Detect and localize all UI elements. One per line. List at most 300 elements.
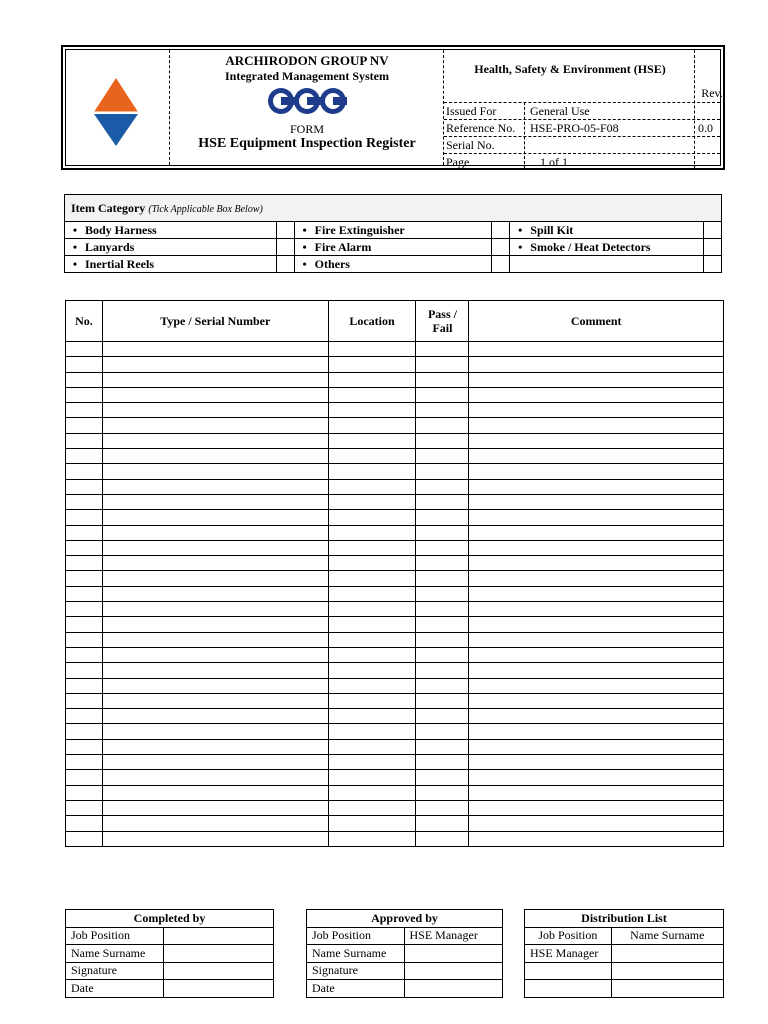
table-row [66, 479, 724, 494]
tick-box[interactable] [492, 256, 510, 273]
issued-for-value: General Use [530, 104, 590, 118]
location-cell[interactable] [328, 540, 416, 555]
category-item-label: Inertial Reels [85, 256, 154, 271]
table-row [66, 433, 724, 448]
type-cell[interactable] [102, 449, 328, 464]
location-cell[interactable] [328, 342, 416, 357]
passfail-cell[interactable] [416, 678, 469, 693]
item-category-table [64, 194, 722, 273]
passfail-cell[interactable] [416, 342, 469, 357]
passfail-cell[interactable] [416, 556, 469, 571]
passfail-cell[interactable] [416, 433, 469, 448]
item-category-title: Item Category [71, 200, 146, 215]
signoff-row [307, 927, 503, 945]
col-type-header: Type / Serial Number [102, 301, 328, 342]
passfail-cell[interactable] [416, 418, 469, 433]
type-cell[interactable] [102, 433, 328, 448]
signoff-row [525, 945, 724, 963]
no-cell[interactable] [66, 342, 103, 357]
signoff-row [66, 927, 274, 945]
comment-cell[interactable] [469, 418, 724, 433]
location-cell[interactable] [328, 510, 416, 525]
passfail-cell[interactable] [416, 494, 469, 509]
distribution-list-title: Distribution List [525, 910, 724, 928]
no-cell[interactable] [66, 816, 103, 831]
tick-box[interactable] [276, 256, 294, 273]
field-value[interactable]: HSE Manager [404, 927, 502, 945]
field-value[interactable] [611, 945, 723, 963]
bullet-icon: • [302, 222, 307, 237]
comment-cell[interactable] [469, 785, 724, 800]
table-row [66, 586, 724, 601]
comment-cell[interactable] [469, 816, 724, 831]
type-cell[interactable] [102, 693, 328, 708]
table-row [66, 556, 724, 571]
passfail-cell[interactable] [416, 479, 469, 494]
location-cell[interactable] [328, 816, 416, 831]
type-cell[interactable] [102, 464, 328, 479]
distribution-list-table [524, 909, 724, 998]
comment-cell[interactable] [469, 510, 724, 525]
field-value[interactable] [611, 980, 723, 998]
no-cell[interactable] [66, 739, 103, 754]
category-item-label: Body Harness [85, 222, 157, 237]
type-cell[interactable] [102, 632, 328, 647]
type-cell[interactable] [102, 755, 328, 770]
type-cell[interactable] [102, 525, 328, 540]
type-cell[interactable] [102, 403, 328, 418]
location-cell[interactable] [328, 556, 416, 571]
no-cell[interactable] [66, 494, 103, 509]
table-row [66, 724, 724, 739]
comment-cell[interactable] [469, 556, 724, 571]
field-label [525, 980, 612, 998]
approved-by-title: Approved by [307, 910, 503, 928]
location-cell[interactable] [328, 387, 416, 402]
signoff-row [66, 945, 274, 963]
table-row [66, 525, 724, 540]
rev-label: Rev. [701, 86, 723, 100]
comment-cell[interactable] [469, 709, 724, 724]
no-cell[interactable] [66, 571, 103, 586]
issued-for-label: Issued For [446, 104, 497, 118]
comment-cell[interactable] [469, 678, 724, 693]
no-cell[interactable] [66, 709, 103, 724]
table-row [66, 510, 724, 525]
passfail-cell[interactable] [416, 525, 469, 540]
passfail-cell[interactable] [416, 663, 469, 678]
category-item-label: Fire Extinguisher [314, 222, 405, 237]
table-row [66, 739, 724, 754]
table-row [66, 617, 724, 632]
table-row [66, 387, 724, 402]
reference-value: HSE-PRO-05-F08 [530, 121, 619, 135]
type-cell[interactable] [102, 617, 328, 632]
field-label: Name Surname [66, 945, 164, 963]
divider [694, 50, 695, 169]
location-cell[interactable] [328, 494, 416, 509]
comment-cell[interactable] [469, 357, 724, 372]
field-value[interactable] [611, 962, 723, 980]
passfail-cell[interactable] [416, 770, 469, 785]
comment-cell[interactable] [469, 571, 724, 586]
location-cell[interactable] [328, 709, 416, 724]
passfail-cell[interactable] [416, 785, 469, 800]
no-cell[interactable] [66, 372, 103, 387]
passfail-cell[interactable] [416, 816, 469, 831]
company-name: ARCHIRODON GROUP NV [225, 53, 389, 68]
form-label: FORM [289, 122, 324, 136]
type-cell[interactable] [102, 709, 328, 724]
category-item [510, 239, 704, 256]
category-item-label: Lanyards [85, 239, 135, 254]
category-row [65, 222, 722, 239]
type-cell[interactable] [102, 663, 328, 678]
passfail-cell[interactable] [416, 372, 469, 387]
no-cell[interactable] [66, 556, 103, 571]
field-label: Date [66, 980, 164, 998]
comment-cell[interactable] [469, 403, 724, 418]
comment-cell[interactable] [469, 755, 724, 770]
no-cell[interactable] [66, 525, 103, 540]
no-cell[interactable] [66, 464, 103, 479]
field-label: Job Position [307, 927, 405, 945]
tick-box[interactable] [492, 239, 510, 256]
col-no-header: No. [66, 301, 103, 342]
completed-by-title: Completed by [66, 910, 274, 928]
type-cell[interactable] [102, 724, 328, 739]
passfail-cell[interactable] [416, 831, 469, 846]
passfail-cell[interactable] [416, 755, 469, 770]
table-row [66, 647, 724, 662]
no-cell[interactable] [66, 433, 103, 448]
category-item [65, 256, 277, 273]
category-item-label: Smoke / Heat Detectors [530, 239, 651, 254]
comment-cell[interactable] [469, 617, 724, 632]
location-cell[interactable] [328, 403, 416, 418]
passfail-cell[interactable] [416, 800, 469, 815]
no-cell[interactable] [66, 663, 103, 678]
location-cell[interactable] [328, 632, 416, 647]
signoff-row [307, 962, 503, 980]
approved-by-table [306, 909, 503, 998]
item-category-caption [65, 195, 722, 222]
tick-box[interactable] [276, 222, 294, 239]
location-cell[interactable] [328, 800, 416, 815]
item-category-hint: (Tick Applicable Box Below) [148, 203, 263, 215]
table-row [66, 342, 724, 357]
passfail-cell[interactable] [416, 586, 469, 601]
no-cell[interactable] [66, 357, 103, 372]
no-cell[interactable] [66, 785, 103, 800]
tick-box[interactable] [703, 222, 721, 239]
field-value[interactable] [163, 945, 273, 963]
tick-box[interactable] [703, 256, 721, 273]
comment-cell[interactable] [469, 387, 724, 402]
no-cell[interactable] [66, 387, 103, 402]
comment-cell[interactable] [469, 770, 724, 785]
type-cell[interactable] [102, 831, 328, 846]
col-location-header: Location [328, 301, 416, 342]
type-cell[interactable] [102, 678, 328, 693]
field-value[interactable] [404, 962, 502, 980]
field-value[interactable] [404, 945, 502, 963]
type-cell[interactable] [102, 540, 328, 555]
category-item [294, 256, 492, 273]
passfail-cell[interactable] [416, 647, 469, 662]
passfail-cell[interactable] [416, 709, 469, 724]
type-cell[interactable] [102, 418, 328, 433]
location-cell[interactable] [328, 693, 416, 708]
location-cell[interactable] [328, 464, 416, 479]
table-row [66, 540, 724, 555]
type-cell[interactable] [102, 739, 328, 754]
signoff-row [66, 980, 274, 998]
type-cell[interactable] [102, 494, 328, 509]
table-row [66, 602, 724, 617]
location-cell[interactable] [328, 617, 416, 632]
comment-cell[interactable] [469, 540, 724, 555]
signoff-row [307, 945, 503, 963]
no-cell[interactable] [66, 449, 103, 464]
serial-label: Serial No. [446, 138, 495, 152]
type-cell[interactable] [102, 785, 328, 800]
field-label: Signature [66, 962, 164, 980]
inspection-register-table [65, 300, 724, 847]
location-cell[interactable] [328, 433, 416, 448]
table-row [66, 693, 724, 708]
no-cell[interactable] [66, 510, 103, 525]
location-cell[interactable] [328, 739, 416, 754]
tick-box[interactable] [276, 239, 294, 256]
no-cell[interactable] [66, 602, 103, 617]
location-cell[interactable] [328, 418, 416, 433]
location-cell[interactable] [328, 770, 416, 785]
location-cell[interactable] [328, 647, 416, 662]
field-value[interactable] [163, 962, 273, 980]
passfail-cell[interactable] [416, 602, 469, 617]
table-row [66, 494, 724, 509]
location-cell[interactable] [328, 357, 416, 372]
type-cell[interactable] [102, 586, 328, 601]
category-item-label: Spill Kit [530, 222, 574, 237]
document-info-cell [444, 50, 723, 169]
hse-title: Health, Safety & Environment (HSE) [474, 62, 666, 76]
certification-seals-icon [267, 86, 347, 116]
field-label: Name Surname [307, 945, 405, 963]
category-item [65, 239, 277, 256]
passfail-cell[interactable] [416, 403, 469, 418]
comment-cell[interactable] [469, 494, 724, 509]
type-cell[interactable] [102, 647, 328, 662]
table-row [66, 663, 724, 678]
comment-cell[interactable] [469, 602, 724, 617]
no-cell[interactable] [66, 617, 103, 632]
field-value[interactable]: Name Surname [611, 927, 723, 945]
location-cell[interactable] [328, 571, 416, 586]
no-cell[interactable] [66, 647, 103, 662]
type-cell[interactable] [102, 571, 328, 586]
system-name: Integrated Management System [225, 69, 389, 83]
company-logo-icon [66, 50, 169, 169]
completed-by-table [65, 909, 274, 998]
tick-box[interactable] [703, 239, 721, 256]
no-cell[interactable] [66, 586, 103, 601]
type-cell[interactable] [102, 770, 328, 785]
signoff-row [525, 962, 724, 980]
no-cell[interactable] [66, 678, 103, 693]
col-comment-header: Comment [469, 301, 724, 342]
field-label: HSE Manager [525, 945, 612, 963]
comment-cell[interactable] [469, 372, 724, 387]
table-row [66, 709, 724, 724]
table-row [66, 403, 724, 418]
type-cell[interactable] [102, 602, 328, 617]
page-label: Page [446, 155, 470, 169]
type-cell[interactable] [102, 556, 328, 571]
table-row [66, 785, 724, 800]
passfail-cell[interactable] [416, 571, 469, 586]
bullet-icon: • [302, 239, 307, 254]
location-cell[interactable] [328, 663, 416, 678]
category-item-label: Others [314, 256, 350, 271]
table-row [66, 372, 724, 387]
category-row [65, 239, 722, 256]
passfail-cell[interactable] [416, 632, 469, 647]
field-label [525, 962, 612, 980]
location-cell[interactable] [328, 372, 416, 387]
type-cell[interactable] [102, 800, 328, 815]
field-value[interactable] [163, 927, 273, 945]
certification-seals [170, 86, 444, 121]
comment-cell[interactable] [469, 663, 724, 678]
no-cell[interactable] [66, 831, 103, 846]
table-row [66, 449, 724, 464]
table-row [66, 755, 724, 770]
location-cell[interactable] [328, 785, 416, 800]
location-cell[interactable] [328, 755, 416, 770]
no-cell[interactable] [66, 479, 103, 494]
passfail-cell[interactable] [416, 739, 469, 754]
location-cell[interactable] [328, 449, 416, 464]
table-row [66, 418, 724, 433]
field-label: Date [307, 980, 405, 998]
category-item [294, 222, 492, 239]
comment-cell[interactable] [469, 464, 724, 479]
type-cell[interactable] [102, 357, 328, 372]
title-cell [170, 50, 444, 169]
no-cell[interactable] [66, 632, 103, 647]
no-cell[interactable] [66, 724, 103, 739]
bullet-icon: • [72, 239, 78, 254]
field-label: Job Position [66, 927, 164, 945]
bullet-icon: • [302, 256, 307, 271]
category-empty-cell [510, 256, 704, 273]
bullet-icon: • [72, 222, 78, 237]
location-cell[interactable] [328, 724, 416, 739]
no-cell[interactable] [66, 418, 103, 433]
comment-cell[interactable] [469, 632, 724, 647]
type-cell[interactable] [102, 387, 328, 402]
no-cell[interactable] [66, 800, 103, 815]
type-cell[interactable] [102, 372, 328, 387]
category-row [65, 256, 722, 273]
rev-value: 0.0 [698, 121, 713, 135]
passfail-cell[interactable] [416, 449, 469, 464]
passfail-cell[interactable] [416, 387, 469, 402]
type-cell[interactable] [102, 479, 328, 494]
passfail-cell[interactable] [416, 617, 469, 632]
type-cell[interactable] [102, 342, 328, 357]
no-cell[interactable] [66, 540, 103, 555]
page-value: 1 of 1 [540, 155, 568, 169]
comment-cell[interactable] [469, 525, 724, 540]
no-cell[interactable] [66, 755, 103, 770]
comment-cell[interactable] [469, 647, 724, 662]
comment-cell[interactable] [469, 342, 724, 357]
field-label: Job Position [525, 927, 612, 945]
passfail-cell[interactable] [416, 724, 469, 739]
comment-cell[interactable] [469, 433, 724, 448]
signoff-row [307, 980, 503, 998]
comment-cell[interactable] [469, 693, 724, 708]
field-value[interactable] [163, 980, 273, 998]
no-cell[interactable] [66, 403, 103, 418]
passfail-cell[interactable] [416, 357, 469, 372]
table-row [66, 571, 724, 586]
signoff-row [525, 980, 724, 998]
comment-cell[interactable] [469, 831, 724, 846]
location-cell[interactable] [328, 831, 416, 846]
reference-label: Reference No. [446, 121, 516, 135]
bullet-icon: • [72, 256, 78, 271]
comment-cell[interactable] [469, 800, 724, 815]
location-cell[interactable] [328, 586, 416, 601]
no-cell[interactable] [66, 770, 103, 785]
signoff-row [525, 927, 724, 945]
location-cell[interactable] [328, 479, 416, 494]
comment-cell[interactable] [469, 449, 724, 464]
passfail-cell[interactable] [416, 464, 469, 479]
comment-cell[interactable] [469, 586, 724, 601]
comment-cell[interactable] [469, 479, 724, 494]
category-item-label: Fire Alarm [314, 239, 372, 254]
passfail-cell[interactable] [416, 510, 469, 525]
passfail-cell[interactable] [416, 693, 469, 708]
bullet-icon: • [518, 222, 523, 237]
type-cell[interactable] [102, 510, 328, 525]
bullet-icon: • [518, 239, 523, 254]
form-header [61, 45, 725, 170]
comment-cell[interactable] [469, 724, 724, 739]
no-cell[interactable] [66, 693, 103, 708]
table-row [66, 770, 724, 785]
logo-cell [66, 50, 169, 169]
col-passfail-header: Pass / Fail [416, 301, 469, 342]
comment-cell[interactable] [469, 739, 724, 754]
location-cell[interactable] [328, 525, 416, 540]
location-cell[interactable] [328, 678, 416, 693]
table-row [66, 816, 724, 831]
location-cell[interactable] [328, 602, 416, 617]
form-title: HSE Equipment Inspection Register [198, 136, 416, 151]
field-value[interactable] [404, 980, 502, 998]
tick-box[interactable] [492, 222, 510, 239]
table-row [66, 464, 724, 479]
passfail-cell[interactable] [416, 540, 469, 555]
table-row [66, 632, 724, 647]
type-cell[interactable] [102, 816, 328, 831]
